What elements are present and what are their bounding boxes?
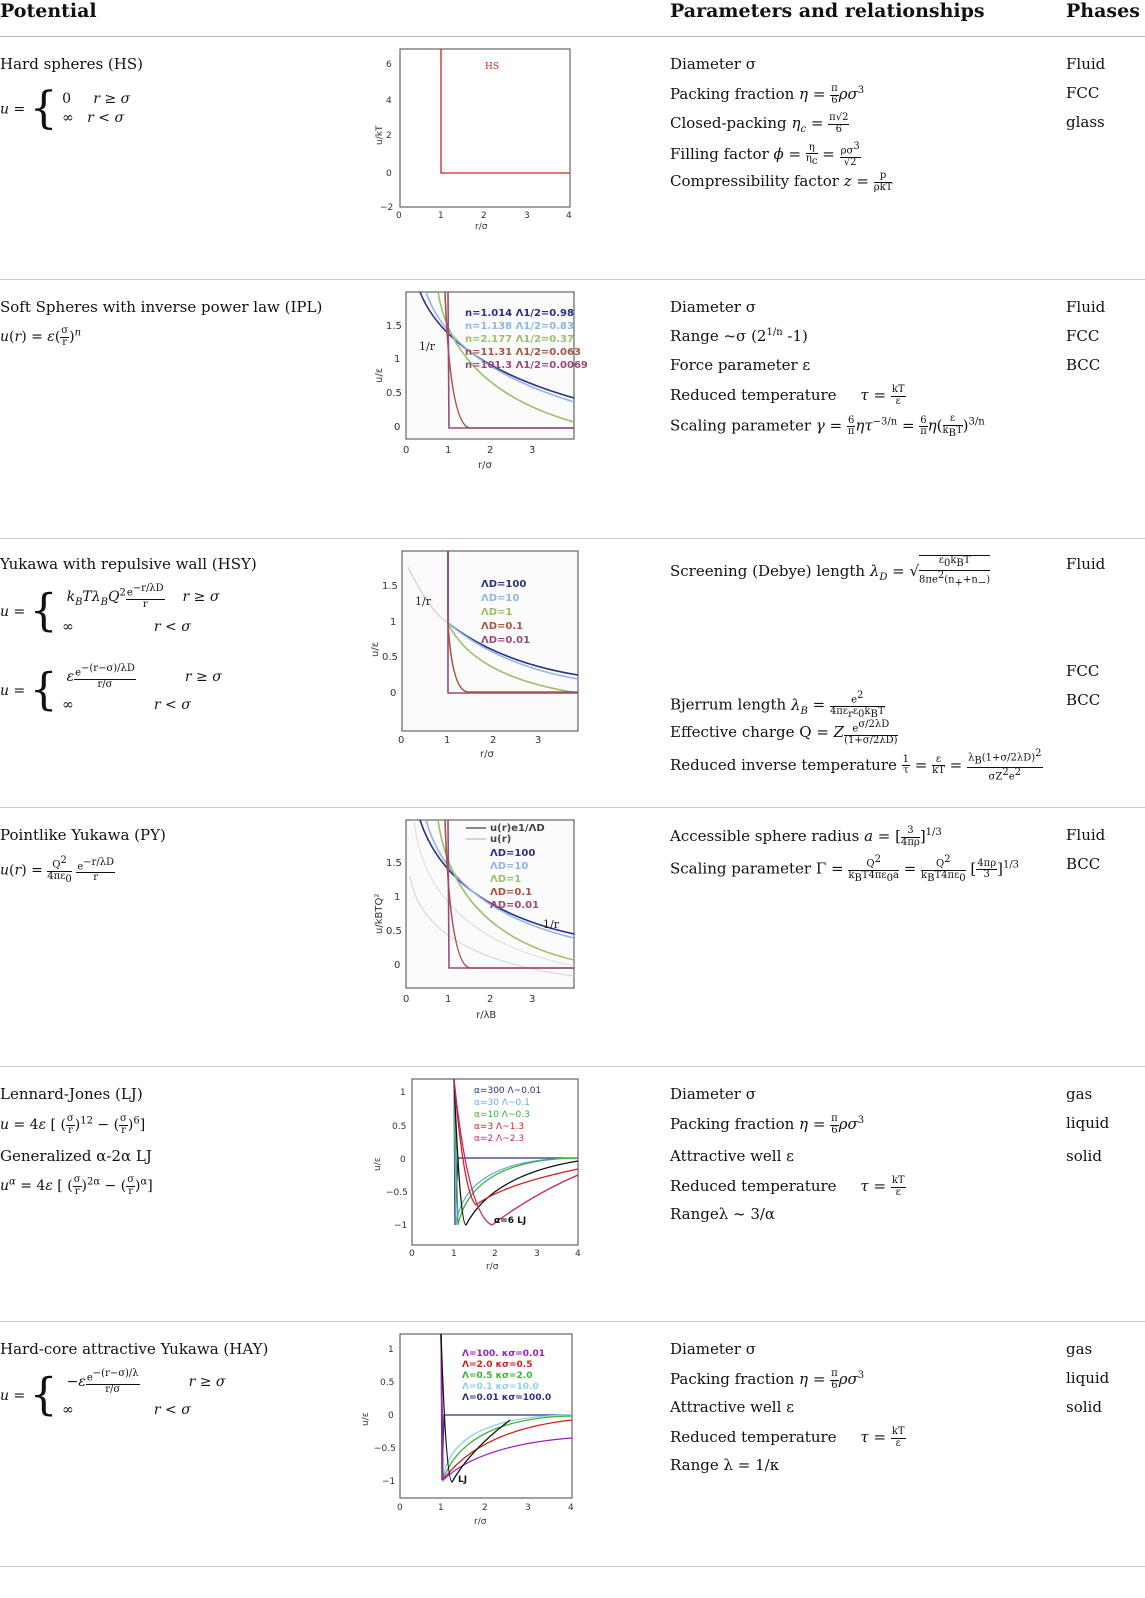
lj-equation: u = 4ε [ ( $\frac{\sigma}{r}$ )$^{12}$ − ( $\frac{\sigma}{r}$ )$^6$] [0,1113,146,1136]
hs-tag: HS [485,62,500,72]
phase: gas [1066,1085,1093,1103]
py-xtick: 1 [445,994,452,1005]
param: Scaling parameter Γ = $\frac{Q^2}{k_BT4\pi\varepsilon_0a}$ = $\frac{Q^2}{k_BT4\pi\varepsilon_0}$ [ $\frac{4\pi\rho}{3}$ ]$^{1/3}$ [670,854,1020,884]
hay-legend: Λ=100. κσ=0.01 [462,1349,545,1359]
hay-xtick: 4 [568,1503,574,1513]
table-header [0,0,1145,37]
param: Reduced temperature τ = $\frac{kT}{\varepsilon}$ [670,1426,905,1449]
ipl-xtick: 1 [445,445,452,456]
header-potential: Potential [0,0,97,22]
lj-xtick: 2 [492,1249,498,1259]
hsy-equation-1: u = { $k_BT\lambda_BQ^2$ $\frac{e^{-r/\lambda D}}{r}$ r ≥ σ ∞ r < σ [0,582,220,637]
hs-ylabel: u/kT [375,125,385,145]
hay-chart [361,1330,585,1530]
phase: Fluid [1066,826,1106,844]
hsy-chart [368,547,583,759]
hsy-ytick: 1 [390,617,397,628]
ipl-xlabel: r/σ [478,460,492,471]
hsy-xtick: 2 [490,735,497,746]
param: Accessible sphere radius a = [ $\frac{3}{4\pi\rho}$ ]$^{1/3}$ [670,825,942,848]
param: Diameter σ [670,1085,756,1103]
lj-legend: α=30 Λ~0.1 [474,1098,530,1108]
hay-xtick: 1 [438,1503,444,1513]
param: Compressibility factor z = $\frac{p}{\text{ρkT}}$ [670,170,893,193]
row-name: Hard-core attractive Yukawa (HAY) [0,1340,269,1358]
ipl-chart [370,288,588,493]
ipl-xtick: 0 [403,445,410,456]
hay-ytick: 1 [388,1345,394,1355]
ipl-xtick: 3 [529,445,536,456]
param: Bjerrum length $\lambda_B$ = $\frac{e^2}{4\pi\varepsilon_r\varepsilon_0k_BT}$ [670,690,885,720]
hsy-ytick: 1.5 [382,581,398,592]
hs-xlabel: r/σ [475,222,488,232]
phase: glass [1066,113,1105,131]
phase: Fluid [1066,298,1106,316]
param: Packing fraction η = $\frac{\pi}{6}$ $\rho\sigma^3$ [670,1113,865,1136]
phase: solid [1066,1147,1102,1165]
lj-legend: α=3 Λ~1.3 [474,1122,525,1132]
py-legend: ΛD=0.01 [490,900,540,911]
param: Effective charge Q = Z $\frac{e^{\sigma/2\lambda D}}{(1+\sigma/2\lambda D)}$ [670,719,898,746]
row-name: Hard spheres (HS) [0,55,143,73]
hsy-xlabel: r/σ [480,749,494,760]
ipl-xtick: 2 [487,445,494,456]
param: Attractive well ε [670,1398,794,1416]
py-legend: ΛD=1 [490,874,522,885]
hsy-legend: ΛD=0.1 [481,621,524,632]
ipl-equation: u(r) = ε( $\frac{\sigma}{r}$ )$^n$ [0,325,82,348]
ipl-ytick: 0 [394,422,401,433]
hay-legend: Λ=0.5 κσ=2.0 [462,1371,533,1381]
py-ylabel: u/kBTQ² [374,893,385,934]
param: Reduced inverse temperature $\frac{1}{\tau}$ = $\frac{\varepsilon}{kT}$ = $\frac{\lambda_B(1+\sigma/2\lambda D)^2}{\sigma Z^2e^2}$ [670,748,1042,783]
lj-legend: α=2 Λ~2.3 [474,1134,525,1144]
param: Reduced temperature τ = $\frac{kT}{\varepsilon}$ [670,384,905,407]
row-name: Yukawa with repulsive wall (HSY) [0,555,257,573]
param: Diameter σ [670,1340,756,1358]
hay-ylabel: u/ε [361,1412,371,1426]
hsy-ylabel: u/ε [370,641,381,657]
hs-equation: u = { 0 r ≥ σ ∞ r < σ [0,83,131,134]
hsy-legend: ΛD=0.01 [481,635,531,646]
hs-xtick: 2 [481,211,487,221]
hs-chart [370,45,585,235]
row-hsy [0,539,1145,808]
param: Range ~σ ($2^{1/n}$ -1) [670,327,808,345]
hay-lj-label: LJ [458,1475,468,1485]
ipl-note: 1/r [419,340,435,353]
hs-ytick: 4 [386,96,392,106]
ipl-ytick: 1 [394,354,401,365]
lj-ytick: 0 [400,1155,406,1165]
ipl-ytick: 1.5 [386,321,402,332]
param: Closed-packing $\eta_c$ = $\frac{\pi√2}{6}$ [670,112,849,135]
param: Range λ = 1/κ [670,1456,780,1474]
py-chart [370,816,585,1024]
lj-xtick: 4 [575,1249,581,1259]
row-name-2: Generalized α-2α LJ [0,1147,152,1165]
phase: FCC [1066,662,1100,680]
py-xlabel: r/λB [476,1010,497,1021]
hay-ytick: 0 [388,1411,394,1421]
row-ipl [0,280,1145,539]
param: Diameter σ [670,55,756,73]
row-py [0,808,1145,1067]
hsy-legend: ΛD=100 [481,579,527,590]
py-ytick: 1 [394,892,401,903]
param: Attractive well ε [670,1147,794,1165]
phase: BCC [1066,855,1101,873]
hay-ytick: −1 [382,1477,396,1487]
param: Screening (Debye) length $\lambda_D$ = √ $\frac{\varepsilon_0k_BT}{8\pi e^2(n_++n_-)}$ [670,555,991,588]
ipl-legend: n=11.31 Λ1/2=0.063 [465,347,581,358]
lj-ytick: 1 [400,1088,406,1098]
ipl-legend: n=101.3 Λ1/2=0.0069 [465,360,588,371]
plot-ipl [370,288,588,497]
param: Rangeλ ~ 3/α [670,1205,776,1223]
hay-ytick: −0.5 [374,1444,396,1454]
param: Packing fraction η = $\frac{\pi}{6}$ $\rho\sigma^3$ [670,83,865,106]
hs-ytick: 0 [386,169,392,179]
hs-xtick: 1 [438,211,444,221]
lj-ytick: 0.5 [392,1122,407,1132]
phase: liquid [1066,1114,1110,1132]
hsy-xtick: 3 [535,735,542,746]
py-legend: ΛD=0.1 [490,887,533,898]
py-xtick: 2 [487,994,494,1005]
lj-xtick: 3 [534,1249,540,1259]
hay-xlabel: r/σ [474,1517,487,1527]
ipl-legend: n=1.014 Λ1/2=0.98 [465,308,574,319]
phase: gas [1066,1340,1093,1358]
py-legend: u(r) [490,834,512,845]
lj-ytick: −0.5 [386,1188,408,1198]
row-lj [0,1067,1145,1322]
py-ytick: 1.5 [386,858,402,869]
hay-equation: u = { −ε $\frac{e^{-(r-\sigma)/\lambda}}{r/\sigma}$ r ≥ σ ∞ r < σ [0,1367,226,1421]
ipl-legend: n=1.138 Λ1/2=0.83 [465,321,574,332]
py-legend: u(r)e1/ΛD [490,823,545,834]
py-legend: ΛD=10 [490,861,529,872]
hs-xtick: 3 [524,211,530,221]
ipl-ylabel: u/ε [374,367,385,383]
hs-ytick: 2 [386,131,392,141]
lj-xtick: 1 [451,1249,457,1259]
param: Reduced temperature τ = $\frac{kT}{\varepsilon}$ [670,1175,905,1198]
plot-hay [361,1330,585,1534]
hay-legend: Λ=0.01 κσ=100.0 [462,1393,552,1403]
py-ytick: 0 [394,960,401,971]
hay-legend: Λ=0.1 κσ=10.0 [462,1382,539,1392]
param: Packing fraction η = $\frac{\pi}{6}$ $\rho\sigma^3$ [670,1368,865,1391]
param: Force parameter ε [670,356,811,374]
hsy-legend: ΛD=10 [481,593,520,604]
hay-xtick: 0 [397,1503,403,1513]
phase: BCC [1066,691,1101,709]
param: Filling factor ϕ = $\frac{\eta}{\eta_c}$ = $\frac{\rho\sigma^3}{√2}$ [670,141,860,168]
param: Scaling parameter γ = $\frac{6}{\pi}$ $\eta\tau^{-3/n}$ = $\frac{6}{\pi}$ η( $\frac{\varepsilon}{k_BT}$ )$^{3/n}$ [670,413,985,439]
row-hs [0,37,1145,280]
lj-ylabel: u/ε [373,1157,383,1171]
phase: FCC [1066,327,1100,345]
hay-ytick: 0.5 [380,1378,395,1388]
lj-general-equation: $u^\alpha = 4\varepsilon$ [ ( $\frac{\sigma}{r}$ )$^{2\alpha}$ − ( $\frac{\sigma}{r}$ )$^\alpha$] [0,1174,153,1197]
ipl-legend: n=2.177 Λ1/2=0.37 [465,334,574,345]
py-ytick: 0.5 [386,926,402,937]
hs-ytick: 6 [386,60,392,70]
hs-xtick: 4 [566,211,572,221]
phase: Fluid [1066,555,1106,573]
lj-legend: α=10 Λ~0.3 [474,1110,530,1120]
hsy-note: 1/r [415,595,431,608]
py-note: 1/r [543,918,559,931]
hsy-ytick: 0 [390,688,397,699]
hay-legend: Λ=2.0 κσ=0.5 [462,1360,533,1370]
py-xtick: 0 [403,994,410,1005]
phase: Fluid [1066,55,1106,73]
lj-chart [372,1075,587,1275]
header-phases: Phases [1066,0,1140,22]
header-params: Parameters and relationships [670,0,985,22]
hsy-xtick: 0 [398,735,405,746]
lj-legend: α=300 Λ~0.01 [474,1086,542,1096]
hs-curve [441,49,570,173]
param: Diameter σ [670,298,756,316]
phase: BCC [1066,356,1101,374]
hsy-legend: ΛD=1 [481,607,513,618]
hay-xtick: 3 [525,1503,531,1513]
hsy-ytick: 0.5 [382,652,398,663]
row-hay [0,1322,1145,1567]
phase: solid [1066,1398,1102,1416]
ipl-ytick: 0.5 [386,388,402,399]
plot-hsy [368,547,583,763]
row-name: Lennard-Jones (LJ) [0,1085,143,1103]
plot-hs [370,45,585,239]
lj-xlabel: r/σ [486,1262,499,1272]
lj-ytick: −1 [394,1221,408,1231]
row-name: Soft Spheres with inverse power law (IPL) [0,298,323,316]
phase: liquid [1066,1369,1110,1387]
phase: FCC [1066,84,1100,102]
hs-xtick: 0 [396,211,402,221]
py-legend: ΛD=100 [490,848,536,859]
plot-lj [372,1075,587,1279]
hsy-xtick: 1 [444,735,451,746]
hsy-equation-2: u = { ε $\frac{e^{-(r-\sigma)/\lambda D}}{r/\sigma}$ r ≥ σ ∞ r < σ [0,662,222,716]
hay-xtick: 2 [482,1503,488,1513]
row-name: Pointlike Yukawa (PY) [0,826,166,844]
lj-label: α=6 LJ [494,1216,527,1226]
plot-py [370,816,585,1028]
hs-ytick: −2 [380,203,394,213]
lj-xtick: 0 [409,1249,415,1259]
py-equation: u(r) = $\frac{Q^2}{4\pi\varepsilon_0}$ $\frac{e^{-r/\lambda D}}{r}$ [0,855,115,885]
py-xtick: 3 [529,994,536,1005]
